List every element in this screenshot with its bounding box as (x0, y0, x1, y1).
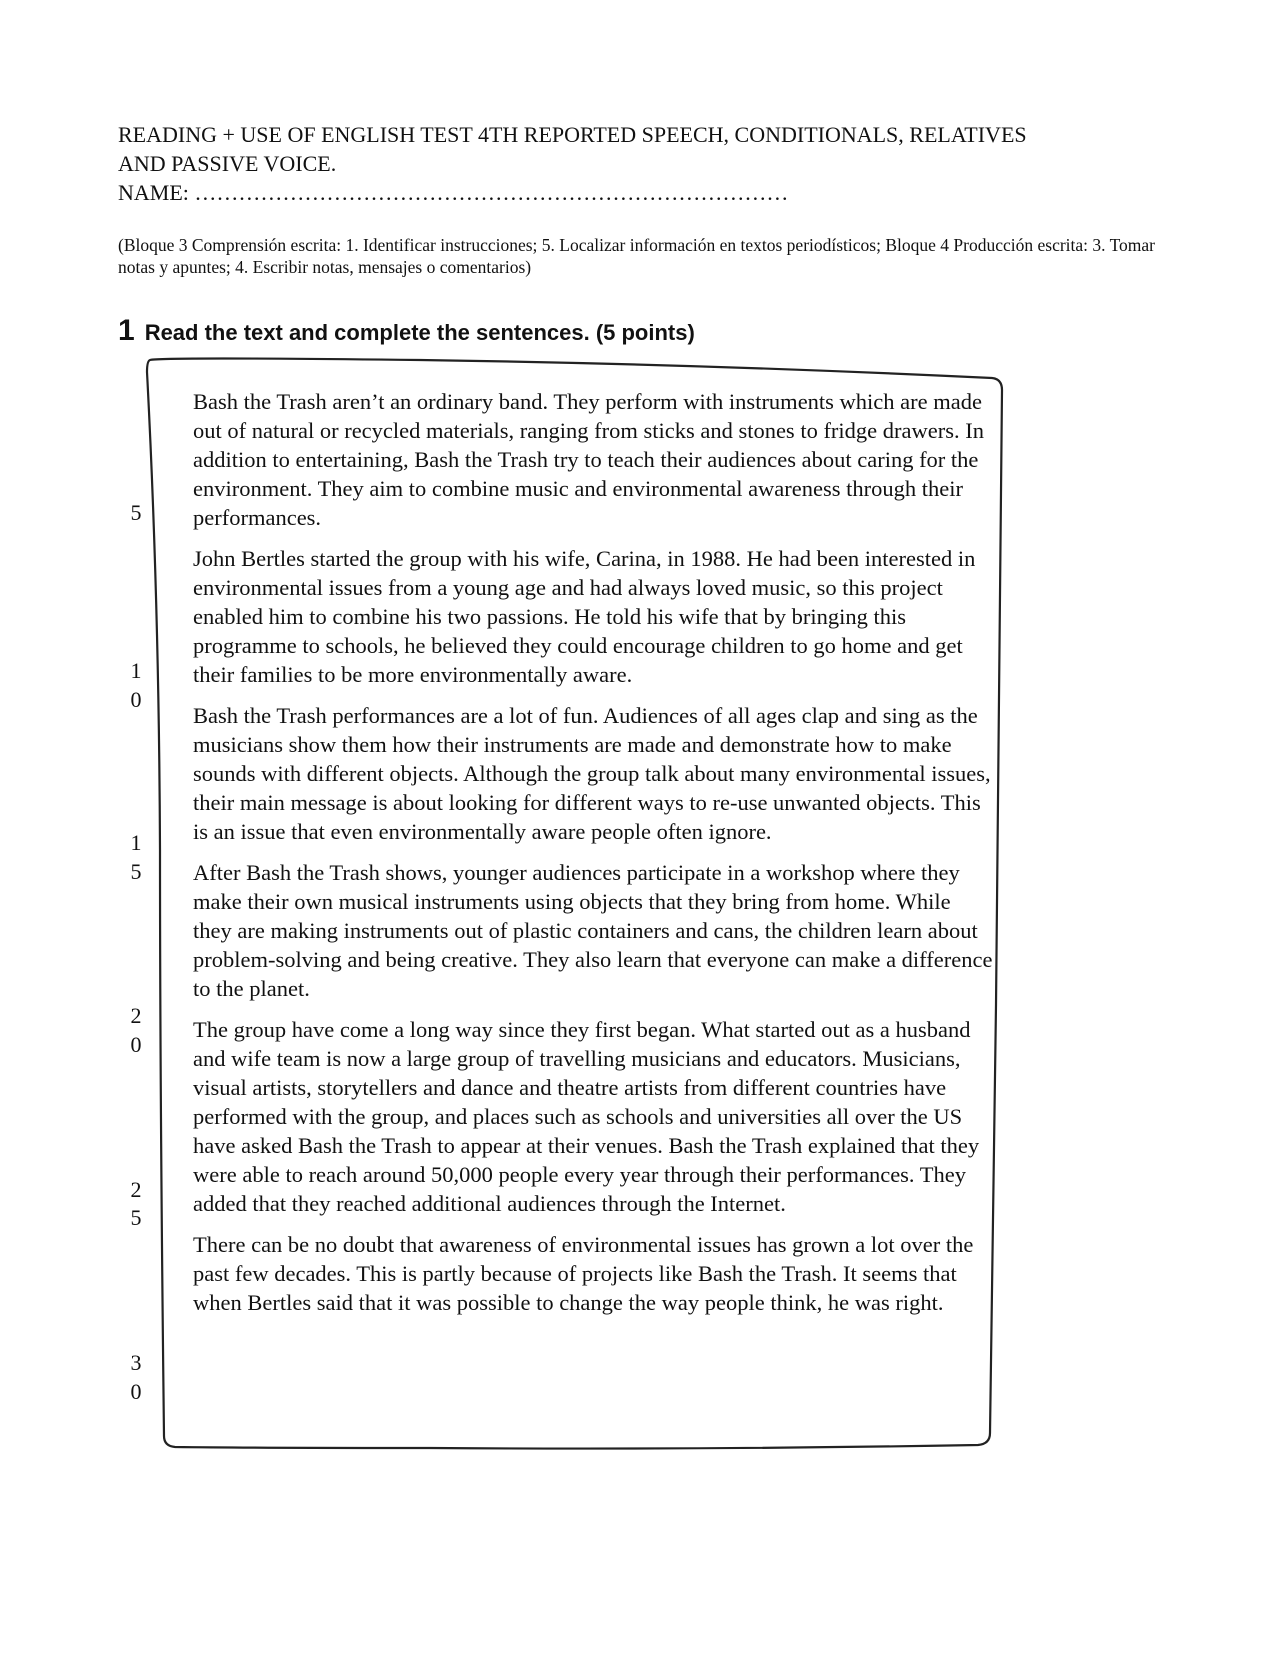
test-header (118, 120, 1178, 207)
student-name-line: NAME: ……………………………………………………………………… (118, 180, 789, 205)
line-number: 0 (130, 1379, 142, 1404)
test-title-line-1: READING + USE OF ENGLISH TEST 4TH REPORTED SPEECH, CONDITIONALS, RELATIVES (118, 122, 1027, 147)
test-title-line-2: AND PASSIVE VOICE. (118, 151, 337, 176)
exercise-heading (118, 314, 695, 348)
line-number: 5 (130, 859, 142, 884)
exercise-number: 1 (118, 314, 135, 347)
reading-paragraph: John Bertles started the group with his wife, Carina, in 1988. He had been interested in environmental issues from a young age and had always loved music, so this project enabled him to combine his two passions. He told his wife that by bringing this programme to schools, he believed they could encourage children to go home and get their families to be more environmentally aware. (193, 546, 976, 687)
reading-text (193, 387, 993, 1329)
line-number: 0 (130, 1032, 142, 1057)
line-number: 1 (130, 830, 142, 855)
line-number: 3 (130, 1350, 142, 1375)
reading-paragraph: The group have come a long way since they first began. What started out as a husband and wife team is now a large group of travelling musicians and educators. Musicians, visual artists, storytellers and dance and theatre artists from different countries have performed with the group, and places such as schools and universities all over the US have asked Bash the Trash to appear at their venues. Bash the Trash explained that they were able to reach around 50,000 people every year through their performances. They added that they reached additional audiences through the Internet. (193, 1017, 980, 1216)
reading-paragraph: Bash the Trash aren’t an ordinary band. They perform with instruments which are made out of natural or recycled materials, ranging from sticks and stones to fridge drawers. In addition to entertaining, Bash the Trash try to teach their audiences about caring for the environment. They aim to combine music and environmental awareness through their performances. (193, 389, 984, 530)
line-number: 2 (130, 1003, 142, 1028)
line-number: 0 (130, 687, 142, 712)
exercise-instruction: Read the text and complete the sentences. (5 points) (144, 320, 695, 345)
line-number: 5 (130, 500, 142, 525)
line-number: 5 (130, 1205, 142, 1230)
line-number: 1 (130, 658, 142, 683)
curriculum-note: (Bloque 3 Comprensión escrita: 1. Identificar instrucciones; 5. Localizar información en textos periodísticos; Bloque 4 Producción escrita: 3. Tomar notas y apuntes; 4. Escribir notas, mensajes o comentarios) (118, 235, 1155, 277)
reading-paragraph: Bash the Trash performances are a lot of fun. Audiences of all ages clap and sing as the musicians show them how their instruments are made and demonstrate how to make sounds with different objects. Although the group talk about many environmental issues, their main message is about looking for different ways to re-use unwanted objects. This is an issue that even environmentally aware people often ignore. (193, 703, 991, 844)
reading-paragraph: There can be no doubt that awareness of environmental issues has grown a lot over the past few decades. This is partly because of projects like Bash the Trash. It seems that when Bertles said that it was possible to change the way people think, he was right. (193, 1232, 974, 1315)
reading-paragraph: After Bash the Trash shows, younger audiences participate in a workshop where they make their own musical instruments using objects that they bring from home. While they are making instruments out of plastic containers and cans, the children learn about problem-solving and being creative. They also learn that everyone can make a difference to the planet. (193, 860, 993, 1001)
line-number: 2 (130, 1177, 142, 1202)
line-number-margin (118, 0, 158, 1656)
